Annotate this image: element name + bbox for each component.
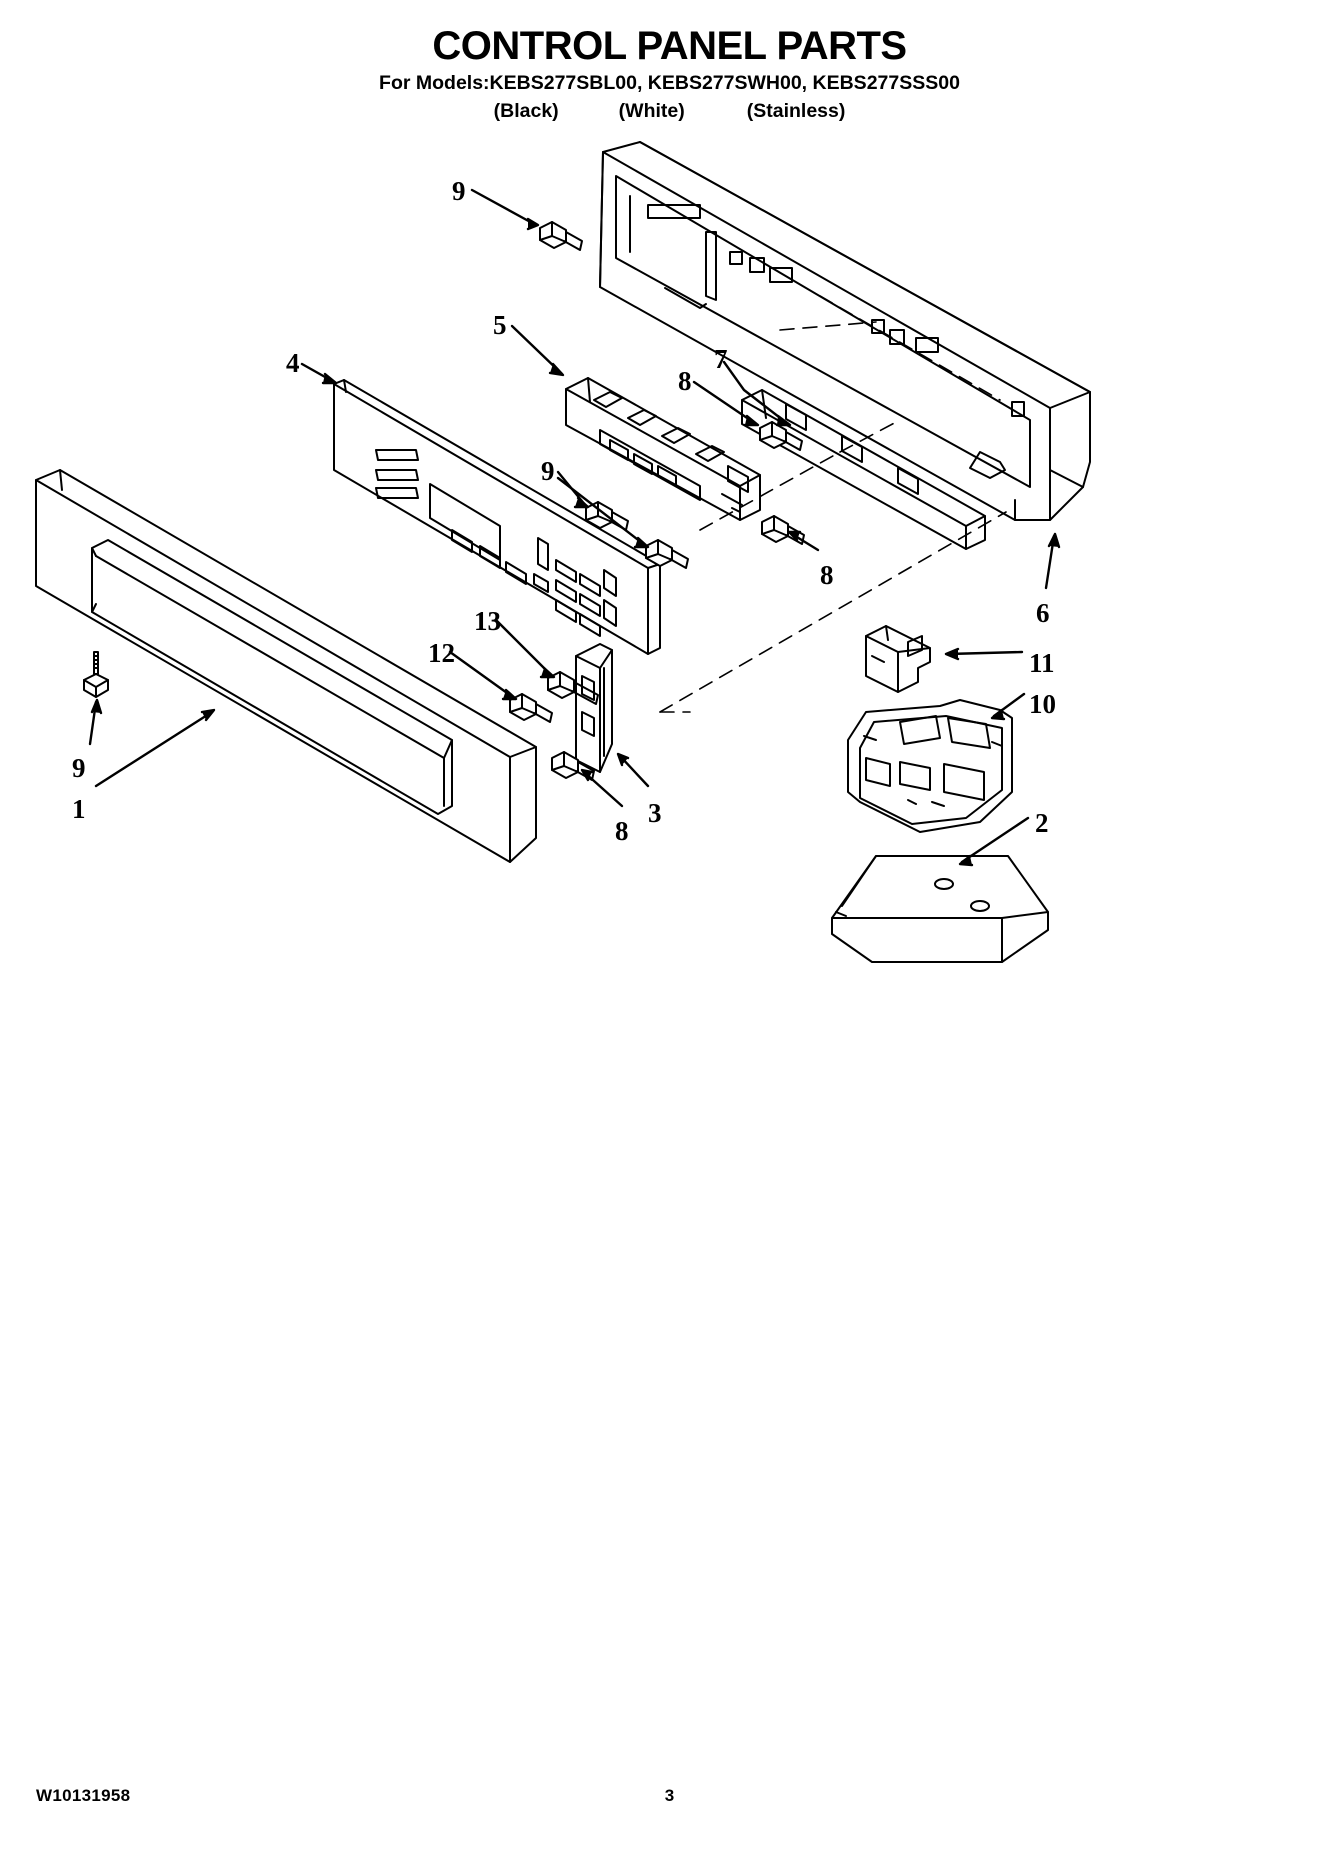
models-line: For Models:KEBS277SBL00, KEBS277SWH00, KEBS277SSS00 [379, 72, 960, 94]
finish-black: (Black) [493, 100, 559, 122]
page-title: CONTROL PANEL PARTS [432, 24, 907, 68]
callout-8-upper: 8 [678, 366, 692, 396]
callout-12: 12 [428, 638, 455, 668]
finish-stainless: (Stainless) [746, 100, 846, 122]
callout-8-lower: 8 [615, 816, 629, 846]
callout-3: 3 [648, 798, 662, 828]
part-2-cover-plate [832, 856, 1048, 962]
callout-11: 11 [1029, 648, 1055, 678]
callout-9-left: 9 [72, 753, 86, 783]
fastener-9-left [84, 652, 108, 697]
callout-8-right: 8 [820, 560, 834, 590]
part-3-mounting-bracket [576, 644, 612, 772]
callout-6: 6 [1036, 598, 1050, 628]
fastener-9-top [540, 222, 582, 250]
part-11-relay-module [866, 626, 930, 692]
callout-7: 7 [714, 344, 728, 374]
footer-part-code: W10131958 [36, 1786, 131, 1805]
callout-9-mid: 9 [541, 456, 555, 486]
callout-5: 5 [493, 310, 507, 340]
part-10-main-control-board [848, 700, 1012, 832]
footer-page-number: 3 [664, 1786, 675, 1805]
part-5-control-assembly [566, 378, 760, 520]
callout-4: 4 [286, 348, 300, 378]
callout-2: 2 [1035, 808, 1049, 838]
callout-9-top: 9 [452, 176, 466, 206]
finish-white: (White) [618, 100, 685, 122]
callout-10: 10 [1029, 689, 1056, 719]
callout-13: 13 [474, 606, 501, 636]
callout-1: 1 [72, 794, 86, 824]
